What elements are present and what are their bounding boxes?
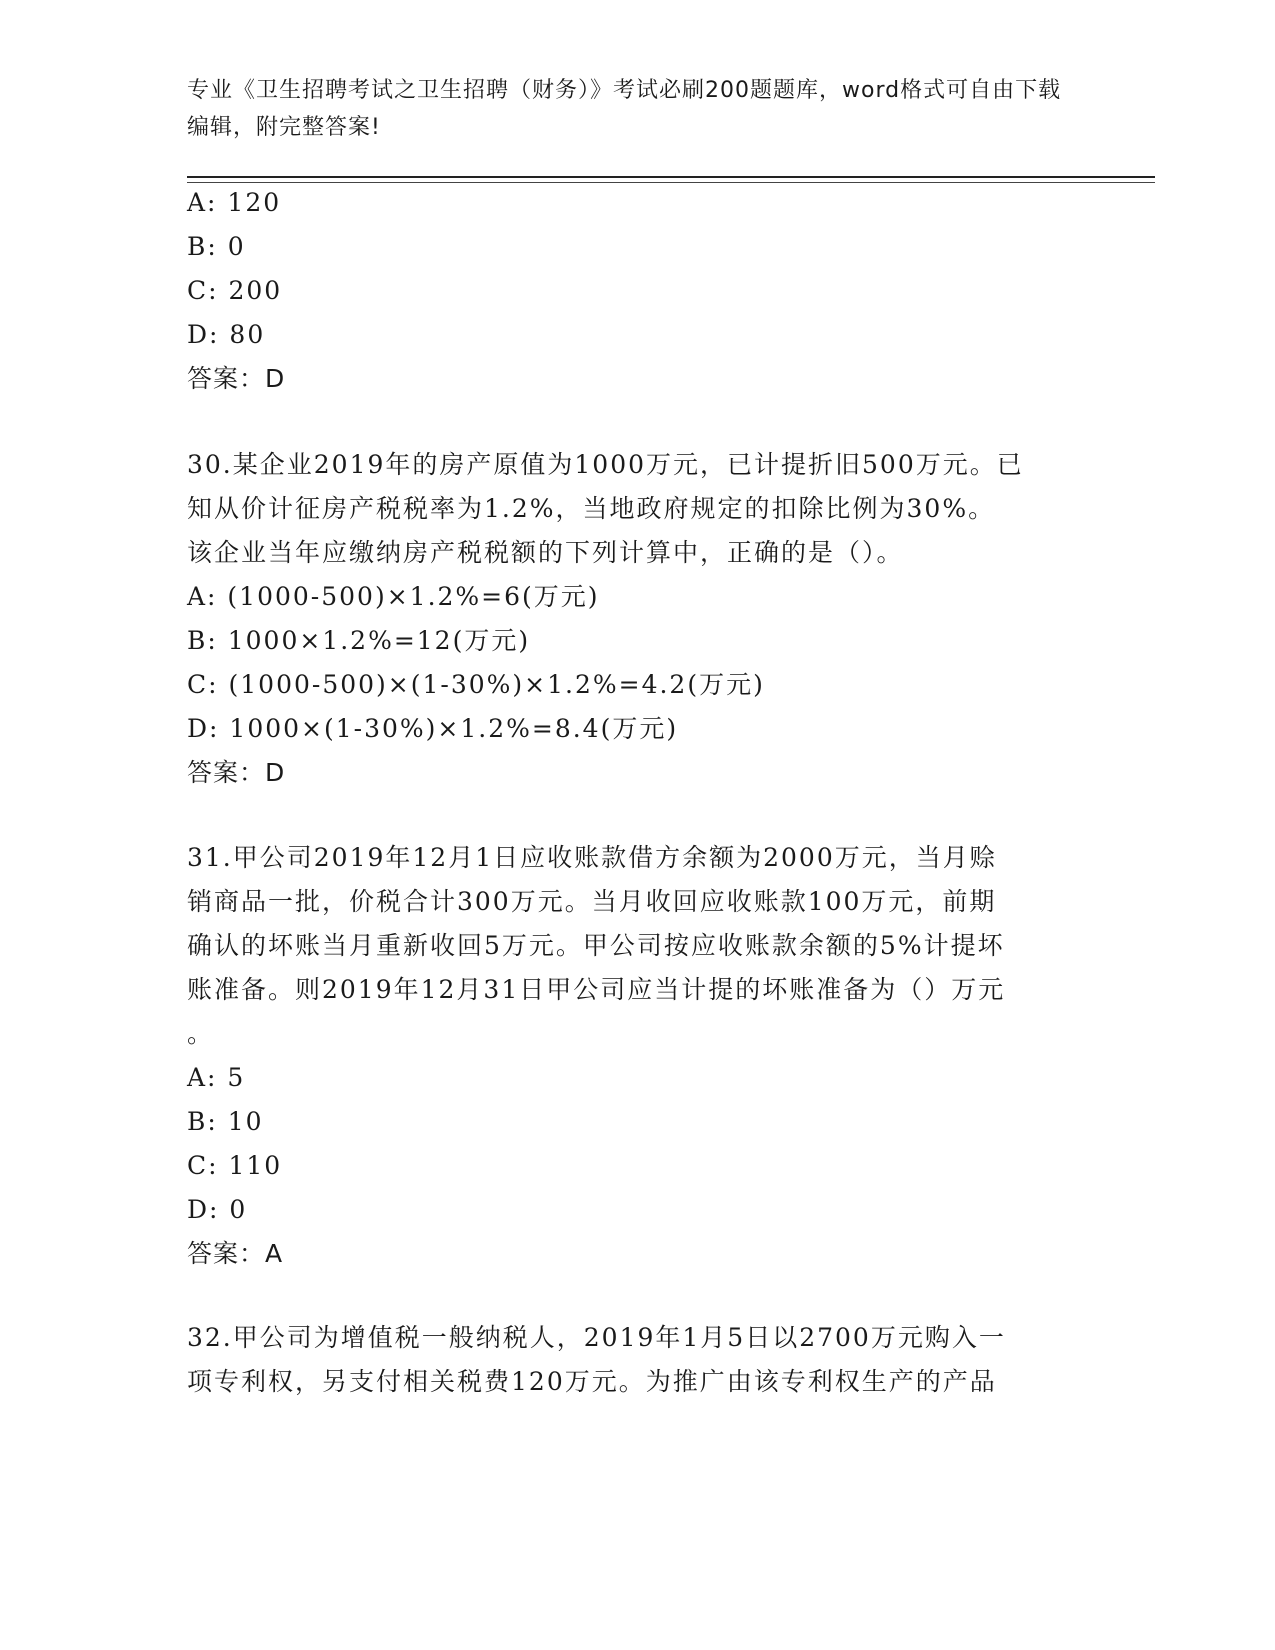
q30-option-c: C: (1000-500)×(1-30%)×1.2%=4.2(万元)	[187, 670, 765, 699]
q31-stem-line-3: 确认的坏账当月重新收回5万元。甲公司按应收账款余额的5%计提坏	[187, 931, 1005, 960]
q32-stem-line-2: 项专利权，另支付相关税费120万元。为推广由该专利权生产的产品	[187, 1367, 997, 1396]
q30-stem-line-1: 30.某企业2019年的房产原值为1000万元，已计提折旧500万元。已	[187, 450, 1024, 479]
q31-stem-line-4: 账准备。则2019年12月31日甲公司应当计提的坏账准备为（）万元	[187, 975, 1006, 1004]
q31-stem-line-1: 31.甲公司2019年12月1日应收账款借方余额为2000万元，当月赊	[187, 843, 997, 872]
q31-option-b: B: 10	[187, 1107, 264, 1136]
q30-stem-line-3: 该企业当年应缴纳房产税税额的下列计算中，正确的是（）。	[187, 538, 904, 567]
q31-option-d: D: 0	[187, 1195, 248, 1224]
q30-stem-line-2: 知从价计征房产税税率为1.2%，当地政府规定的扣除比例为30%。	[187, 494, 996, 523]
q29-option-a: A: 120	[187, 188, 282, 217]
q30-option-b: B: 1000×1.2%=12(万元)	[187, 626, 531, 655]
q30-option-d: D: 1000×(1-30%)×1.2%=8.4(万元)	[187, 714, 679, 743]
q29-option-b: B: 0	[187, 232, 246, 261]
q29-answer: 答案：D	[187, 364, 286, 393]
header-rule-thin	[187, 182, 1155, 183]
q31-option-a: A: 5	[187, 1063, 246, 1092]
q31-stem-line-2: 销商品一批，价税合计300万元。当月收回应收账款100万元，前期	[187, 887, 997, 916]
q29-option-c: C: 200	[187, 276, 283, 305]
q30-option-a: A: (1000-500)×1.2%=6(万元)	[187, 582, 600, 611]
q31-stem-line-5: 。	[187, 1019, 215, 1048]
q30-answer: 答案：D	[187, 758, 286, 787]
q31-option-c: C: 110	[187, 1151, 283, 1180]
document-header: 专业《卫生招聘考试之卫生招聘（财务）》考试必刷200题题库，word格式可自由下载编辑，附完整答案!	[187, 78, 1062, 140]
q29-option-d: D: 80	[187, 320, 266, 349]
header-rule-thick	[187, 176, 1155, 178]
q31-answer: 答案：A	[187, 1239, 284, 1268]
q32-stem-line-1: 32.甲公司为增值税一般纳税人，2019年1月5日以2700万元购入一	[187, 1323, 1006, 1352]
